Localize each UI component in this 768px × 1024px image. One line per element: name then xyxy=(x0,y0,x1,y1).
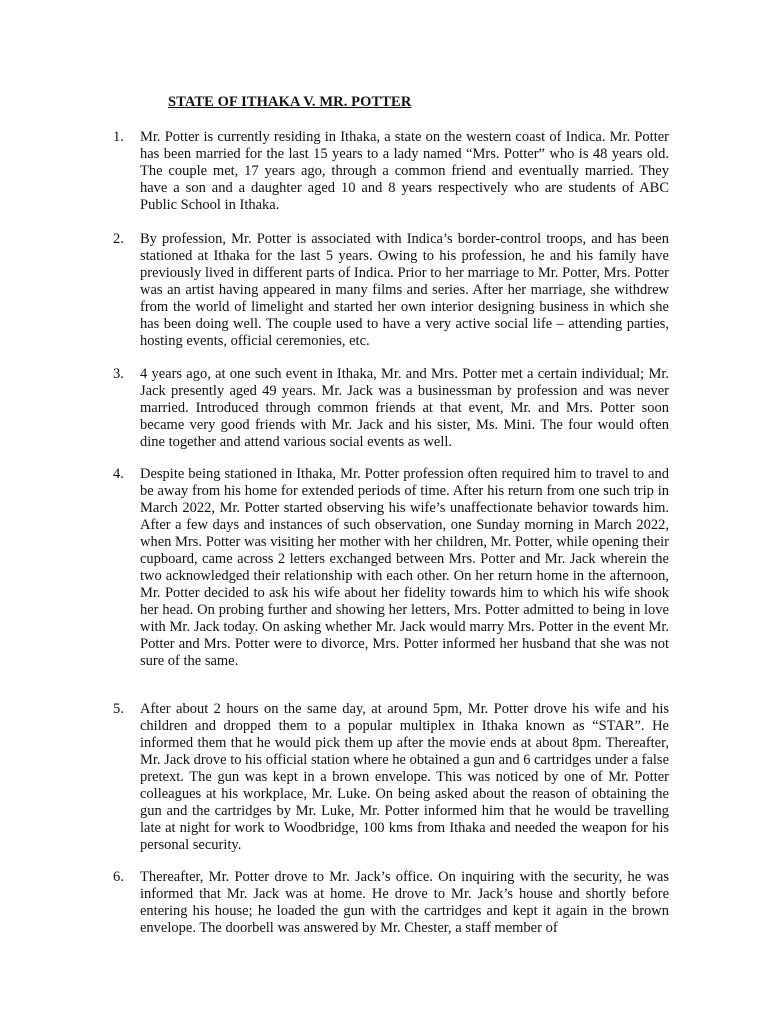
paragraph-text: 4 years ago, at one such event in Ithaka, Mr. and Mrs. Potter met a certain individual; Mr. Jack presently aged 49 years. Mr. Jack was a businessman by profession and was never married. Introduced through common friends at that event, Mr. and Mrs. Potter soon became very good friends with Mr. Jack and his sister, Ms. Mini. The four would often dine together and attend various social events as well. xyxy=(140,366,669,450)
paragraph-1 xyxy=(113,129,669,214)
paragraph-5 xyxy=(113,701,669,854)
paragraph-number: 3. xyxy=(113,366,124,382)
paragraph-2 xyxy=(113,231,669,350)
document-title: STATE OF ITHAKA V. MR. POTTER xyxy=(168,94,412,110)
paragraph-number: 4. xyxy=(113,466,124,482)
paragraph-number: 1. xyxy=(113,129,124,145)
paragraph-number: 2. xyxy=(113,231,124,247)
paragraph-text: Despite being stationed in Ithaka, Mr. Potter profession often required him to travel to and be away from his home for extended periods of time. After his return from one such trip in March 2022, Mr. Potter started observing his wife’s unaffectionate behavior towards him. After a few days and instances of such observation, one Sunday morning in March 2022, when Mrs. Potter was visiting her mother with her children, Mr. Potter, while opening their cupboard, came across 2 letters exchanged between Mrs. Potter and Mr. Jack wherein the two acknowledged their relationship with each other. On her return home in the afternoon, Mr. Potter decided to ask his wife about her fidelity towards him to which his wife shook her head. On probing further and showing her letters, Mrs. Potter admitted to being in love with Mr. Jack today. On asking whether Mr. Jack would marry Mrs. Potter in the event Mr. Potter and Mrs. Potter were to divorce, Mrs. Potter informed her husband that she was not sure of the same. xyxy=(140,466,669,669)
paragraph-number: 6. xyxy=(113,869,124,885)
paragraph-text: By profession, Mr. Potter is associated with Indica’s border-control troops, and has been stationed at Ithaka for the last 5 years. Owing to his profession, he and his family have previously lived in different parts of Indica. Prior to her marriage to Mr. Potter, Mrs. Potter was an artist having appeared in many films and series. After her marriage, she withdrew from the world of limelight and started her own interior designing business in which she has been doing well. The couple used to have a very active social life – attending parties, hosting events, official ceremonies, etc. xyxy=(140,231,669,349)
paragraph-4 xyxy=(113,466,669,670)
paragraph-number: 5. xyxy=(113,701,124,717)
paragraph-text: Mr. Potter is currently residing in Ithaka, a state on the western coast of Indica. Mr. Potter has been married for the last 15 years to a lady named “Mrs. Potter” who is 48 years old. The couple met, 17 years ago, through a common friend and eventually married. They have a son and a daughter aged 10 and 8 years respectively who are students of ABC Public School in Ithaka. xyxy=(140,129,669,213)
paragraph-6 xyxy=(113,869,669,937)
paragraph-text: Thereafter, Mr. Potter drove to Mr. Jack’s office. On inquiring with the security, he was informed that Mr. Jack was at home. He drove to Mr. Jack’s house and shortly before entering his house; he loaded the gun with the cartridges and kept it again in the brown envelope. The doorbell was answered by Mr. Chester, a staff member of xyxy=(140,869,669,936)
paragraph-text: After about 2 hours on the same day, at around 5pm, Mr. Potter drove his wife and his children and dropped them to a popular multiplex in Ithaka known as “STAR”. He informed them that he would pick them up after the movie ends at about 8pm. Thereafter, Mr. Jack drove to his official station where he obtained a gun and 6 cartridges under a false pretext. The gun was kept in a brown envelope. This was noticed by one of Mr. Potter colleagues at his workplace, Mr. Luke. On being asked about the reason of obtaining the gun and the cartridges by Mr. Luke, Mr. Potter informed him that he would be travelling late at night for work to Woodbridge, 100 kms from Ithaka and needed the weapon for his personal security. xyxy=(140,701,669,853)
paragraph-3 xyxy=(113,366,669,451)
